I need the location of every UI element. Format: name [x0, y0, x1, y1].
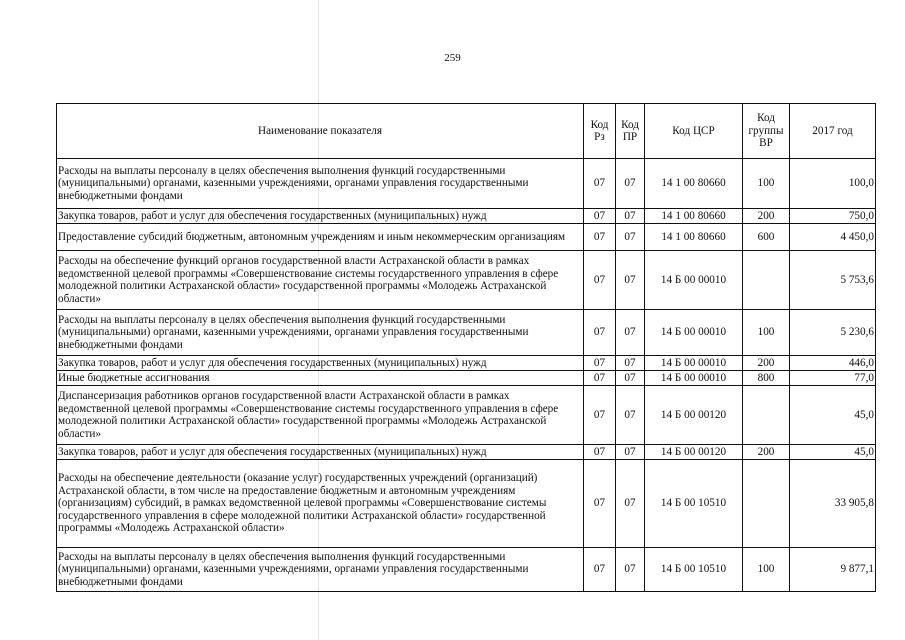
row-rz: 07 [584, 209, 616, 224]
row-amount: 5 230,6 [790, 310, 876, 356]
row-csr: 14 1 00 80660 [645, 209, 743, 224]
row-vr: 200 [743, 356, 790, 371]
row-vr: 200 [743, 209, 790, 224]
row-vr: 100 [743, 548, 790, 592]
row-csr: 14 Б 00 00010 [645, 251, 743, 310]
row-amount: 45,0 [790, 445, 876, 460]
table-row [57, 159, 876, 209]
row-amount: 5 753,6 [790, 251, 876, 310]
row-csr: 14 Б 00 10510 [645, 548, 743, 592]
row-vr: 600 [743, 224, 790, 251]
row-vr: 100 [743, 310, 790, 356]
table-row [57, 209, 876, 224]
table-row [57, 460, 876, 548]
table-row [57, 548, 876, 592]
row-name: Расходы на выплаты персоналу в целях обеспечения выполнения функций государственными (муниципальными) органами, казенными учреждениями, органами управления государственными внебюджетными фондами [57, 548, 584, 592]
row-amount: 4 450,0 [790, 224, 876, 251]
row-csr: 14 Б 00 10510 [645, 460, 743, 548]
row-pr: 07 [616, 356, 645, 371]
row-name: Закупка товаров, работ и услуг для обеспечения государственных (муниципальных) нужд [57, 356, 584, 371]
row-name: Закупка товаров, работ и услуг для обеспечения государственных (муниципальных) нужд [57, 445, 584, 460]
row-rz: 07 [584, 460, 616, 548]
table-row [57, 445, 876, 460]
row-pr: 07 [616, 386, 645, 445]
row-amount: 750,0 [790, 209, 876, 224]
row-csr: 14 Б 00 00010 [645, 371, 743, 386]
row-amount: 77,0 [790, 371, 876, 386]
row-pr: 07 [616, 310, 645, 356]
row-pr: 07 [616, 460, 645, 548]
row-vr: 800 [743, 371, 790, 386]
table-row [57, 224, 876, 251]
row-pr: 07 [616, 224, 645, 251]
row-rz: 07 [584, 356, 616, 371]
row-amount: 45,0 [790, 386, 876, 445]
row-name: Расходы на выплаты персоналу в целях обеспечения выполнения функций государственными (муниципальными) органами, казенными учреждениями, органами управления государственными внебюджетными фондами [57, 310, 584, 356]
row-csr: 14 1 00 80660 [645, 159, 743, 209]
table-row [57, 371, 876, 386]
row-name: Расходы на выплаты персоналу в целях обеспечения выполнения функций государственными (муниципальными) органами, казенными учреждениями, органами управления государственными внебюджетными фондами [57, 159, 584, 209]
row-name: Предоставление субсидий бюджетным, автономным учреждениям и иным некоммерческим организациям [57, 224, 584, 251]
row-rz: 07 [584, 386, 616, 445]
row-csr: 14 Б 00 00010 [645, 356, 743, 371]
row-csr: 14 Б 00 00120 [645, 386, 743, 445]
row-vr [743, 386, 790, 445]
row-vr: 200 [743, 445, 790, 460]
budget-table [56, 103, 876, 592]
row-name: Диспансеризация работников органов государственной власти Астраханской области в рамках ведомственной целевой программы «Совершенствование системы государственного управления в сфере молодежной политики Астраханской области» государственной программы «Молодежь Астраханской области» [57, 386, 584, 445]
table-row [57, 310, 876, 356]
row-name: Расходы на обеспечение деятельности (оказание услуг) государственных учреждений (организаций) Астраханской области, в том числе на предоставление бюджетным и автономным учреждениям (организациям) субсидий, в рамках ведомственной целевой программы «Совершенствование системы государственного управления в сфере молодежной политики Астраханской области» государственной программы «Молодежь Астраханской области» [57, 460, 584, 548]
row-pr: 07 [616, 159, 645, 209]
row-vr: 100 [743, 159, 790, 209]
row-csr: 14 Б 00 00010 [645, 310, 743, 356]
row-vr [743, 460, 790, 548]
header-name: Наименование показателя [57, 104, 584, 159]
table-row [57, 386, 876, 445]
page-number: 259 [444, 52, 461, 64]
row-rz: 07 [584, 251, 616, 310]
row-rz: 07 [584, 445, 616, 460]
row-rz: 07 [584, 548, 616, 592]
header-rz: Код Рз [584, 104, 616, 159]
row-csr: 14 1 00 80660 [645, 224, 743, 251]
row-name: Закупка товаров, работ и услуг для обеспечения государственных (муниципальных) нужд [57, 209, 584, 224]
row-rz: 07 [584, 371, 616, 386]
row-pr: 07 [616, 371, 645, 386]
row-pr: 07 [616, 209, 645, 224]
table-header-row [57, 104, 876, 159]
row-pr: 07 [616, 445, 645, 460]
header-year: 2017 год [790, 104, 876, 159]
row-rz: 07 [584, 224, 616, 251]
row-pr: 07 [616, 251, 645, 310]
row-rz: 07 [584, 159, 616, 209]
row-amount: 33 905,8 [790, 460, 876, 548]
row-csr: 14 Б 00 00120 [645, 445, 743, 460]
row-vr [743, 251, 790, 310]
row-amount: 446,0 [790, 356, 876, 371]
row-amount: 100,0 [790, 159, 876, 209]
header-csr: Код ЦСР [645, 104, 743, 159]
table-row [57, 356, 876, 371]
table-row [57, 251, 876, 310]
header-vr: Код группы ВР [743, 104, 790, 159]
row-name: Расходы на обеспечение функций органов государственной власти Астраханской области в рамках ведомственной целевой программы «Совершенствование системы государственного управления в сфере молодежной политики Астраханской области» государственной программы «Молодежь Астраханской области» [57, 251, 584, 310]
header-pr: Код ПР [616, 104, 645, 159]
row-name: Иные бюджетные ассигнования [57, 371, 584, 386]
row-rz: 07 [584, 310, 616, 356]
row-pr: 07 [616, 548, 645, 592]
row-amount: 9 877,1 [790, 548, 876, 592]
